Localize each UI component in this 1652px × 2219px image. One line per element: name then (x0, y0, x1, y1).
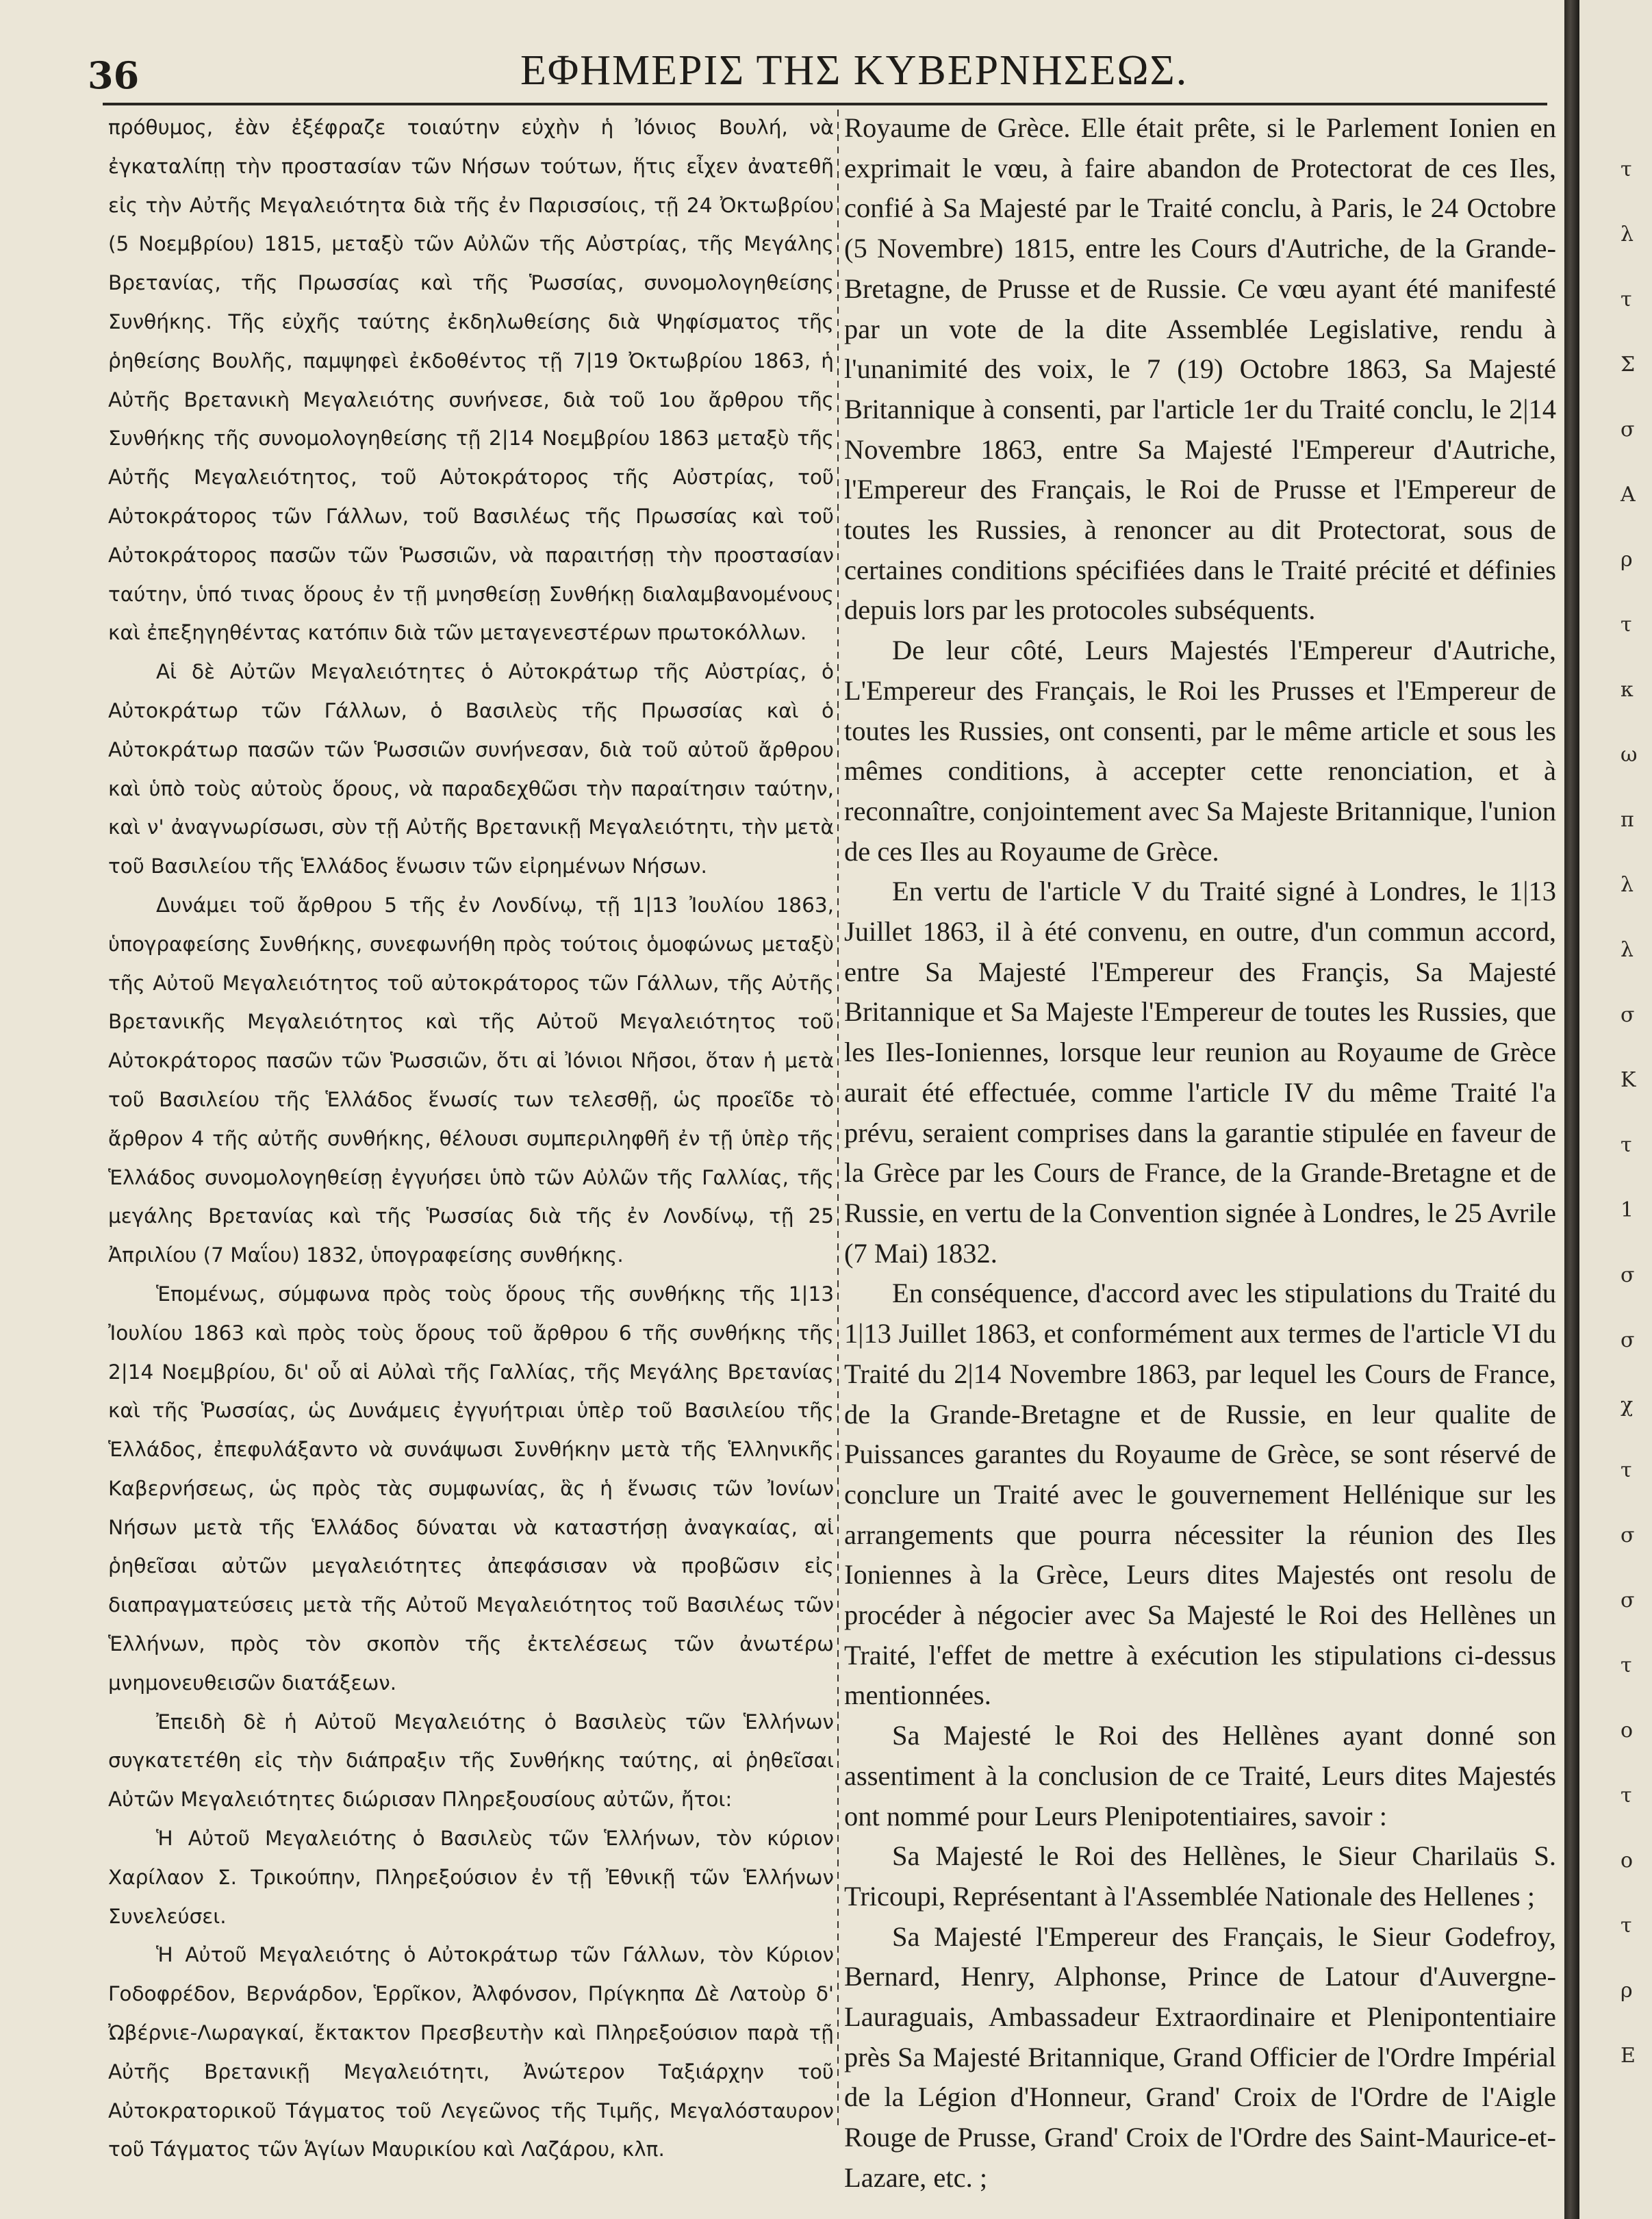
edge-letter: κ (1621, 678, 1634, 702)
french-text-column (844, 108, 1556, 2198)
edge-letter: σ (1621, 418, 1635, 442)
edge-letter: ρ (1621, 548, 1633, 572)
edge-letter: τ (1621, 1458, 1632, 1482)
edge-letter: τ (1621, 1784, 1632, 1808)
edge-letter: σ (1621, 1523, 1635, 1547)
edge-letter: χ (1621, 1393, 1634, 1417)
edge-letter: ο (1621, 1849, 1634, 1873)
edge-letter: σ (1621, 1588, 1635, 1612)
french-paragraph: En conséquence, d'accord avec les stipulations du Traité du 1|13 Juillet 1863, et conformément aux termes de l'article VI du Traité du 2|14 Novembre 1863, par lequel les Cours de France, de la Grande-Bretagne et de Russie, en leur qualite de Puissances garantes du Royaume de Grèce, se sont réservé de conclure un Traité avec le gouvernement Hellénique sur les arrangements que pourra nécessiter la réunion des Iles Ioniennes à la Grèce, Leurs dites Majestés ont resolu de procéder à négocier avec Sa Majesté le Roi des Hellènes un Traité, l'effet de mettre à exécution les stipulations ci-dessus mentionnées. (844, 1278, 1556, 1711)
french-paragraph: Sa Majesté l'Empereur des Français, le Sieur Godefroy, Bernard, Henry, Alphonse, Prince de Latour d'Auvergne-Lauraguais, Ambassadeur Extraordinaire et Plenipontentiaire près Sa Majesté Britannique, Grand Officier de l'Ordre Impérial de la Légion d'Honneur, Grand' Croix de l'Ordre de l'Aigle Rouge de Prusse, Grand' Croix de l'Ordre des Saint-Maurice-et-Lazare, etc. ; (844, 1920, 1556, 2193)
edge-letter: τ (1621, 1133, 1632, 1157)
page-title: ΕΦΗΜΕΡΙΣ ΤΗΣ ΚΥΒΕΡΝΗΣΕΩΣ. (520, 47, 1189, 94)
edge-letter: 1 (1621, 1198, 1634, 1222)
edge-letter: τ (1621, 1914, 1632, 1938)
greek-paragraph: Αἱ δὲ Αὐτῶν Μεγαλειότητες ὁ Αὐτοκράτωρ τῆς Αὐστρίας, ὁ Αὐτοκράτωρ τῶν Γάλλων, ὁ Βασιλεὺς τῆς Πρωσσίας καὶ ὁ Αὐτοκράτωρ πασῶν τῶν Ῥωσσιῶν συνήνεσαν, διὰ τοῦ αὐτοῦ ἄρθρου καὶ ὑπὸ τοὺς αὐτοὺς ὅρους, νὰ παραδεχθῶσι τὴν παραίτησιν ταύτην, καὶ ν' ἀναγνωρίσωσι, σὺν τῇ Αὐτῆς Βρετανικῇ Μεγαλειότητι, τὴν μετὰ τοῦ Βασιλείου τῆς Ἑλλάδος ἕνωσιν τῶν εἰρημένων Νήσων. (108, 660, 834, 878)
greek-paragraph: πρόθυμος, ἐὰν ἐξέφραζε τοιαύτην εὐχὴν ἡ Ἰόνιος Βουλή, νὰ ἐγκαταλίπῃ τὴν προστασίαν τῶν Νήσων τούτων, ἥτις εἶχεν ἀνατεθῆ εἰς τὴν Αὐτῆς Μεγαλειότητα διὰ τῆς ἐν Παρισσίοις, τῇ 24 Ὀκτωβρίου (5 Νοεμβρίου) 1815, μεταξὺ τῶν Αὐλῶν τῆς Αὐστρίας, τῆς Μεγάλης Βρετανίας, τῆς Πρωσσίας καὶ τῆς Ῥωσσίας, συνομολογηθείσης Συνθήκης. Τῆς εὐχῆς ταύτης ἐκδηλωθείσης διὰ Ψηφίσματος τῆς ῥηθείσης Βουλῆς, παμψηφεὶ ἐκδοθέντος τῇ 7|19 Ὀκτωβρίου 1863, ἡ Αὐτῆς Βρετανικὴ Μεγαλειότης συνήνεσε, διὰ τοῦ 1ου ἄρθρου τῆς Συνθήκης τῆς συνομολογηθείσης τῇ 2|14 Νοεμβρίου 1863 μεταξὺ τῆς Αὐτῆς Μεγαλειότητος, τοῦ Αὐτοκράτορος τῆς Αὐστρίας, τοῦ Αὐτοκράτορος τῶν Γάλλων, τοῦ Βασιλέως τῆς Πρωσσίας καὶ τοῦ Αὐτοκράτορος πασῶν τῶν Ῥωσσιῶν, νὰ παραιτήσῃ τὴν προστασίαν ταύτην, ὑπό τινας ὅρους ἐν τῇ μνησθείσῃ Συνθήκῃ διαλαμβανομένους καὶ ἐπεξηγηθέντας κατόπιν διὰ τῶν μεταγενεστέρων πρωτοκόλλων. (108, 116, 834, 645)
edge-letter: λ (1621, 223, 1634, 246)
greek-paragraph: Ἡ Αὐτοῦ Μεγαλειότης ὁ Αὐτοκράτωρ τῶν Γάλλων, τὸν Κύριον Γοδοφρέδον, Βερνάρδον, Ἑρρῖκον, Ἀλφόνσον, Πρίγκηπα Δὲ Λατοὺρ δ' Ὠβέρνιε-Λωραγκαί, ἔκτακτον Πρεσβευτὴν καὶ Πληρεξούσιον παρὰ τῇ Αὐτῆς Βρετανικῇ Μεγαλειότητι, Ἀνώτερον Ταξιάρχην τοῦ Αὐτοκρατορικοῦ Τάγματος τοῦ Λεγεῶνος τῆς Τιμῆς, Μεγαλόσταυρον τοῦ Τάγματος τῶν Ἁγίων Μαυρικίου καὶ Λαζάρου, κλπ. (108, 1943, 834, 2161)
header-rule (103, 103, 1547, 105)
french-paragraph: De leur côté, Leurs Majestés l'Empereur d'Autriche, L'Empereur des Français, le Roi les Prusses et l'Empereur de toutes les Russies, ont consenti, par le même article et sous les mêmes conditions, à accepter cette renonciation, et à reconnaître, conjointement avec Sa Majeste Britannique, l'union de ces Iles au Royaume de Grèce. (844, 635, 1556, 867)
greek-paragraph: Ἐπειδὴ δὲ ἡ Αὐτοῦ Μεγαλειότης ὁ Βασιλεὺς τῶν Ἑλλήνων συγκατετέθη εἰς τὴν διάπραξιν τῆς Συνθήκης ταύτης, αἱ ῥηθεῖσαι Αὐτῶν Μεγαλειότητες διώρισαν Πληρεξουσίους αὐτῶν, ἤτοι: (108, 1710, 834, 1812)
edge-letter: τ (1621, 157, 1632, 181)
edge-letter: λ (1621, 873, 1634, 897)
greek-paragraph: Ἡ Αὐτοῦ Μεγαλειότης ὁ Βασιλεὺς τῶν Ἑλλήνων, τὸν κύριον Χαρίλαον Σ. Τρικούπην, Πληρεξούσιον ἐν τῇ Ἐθνικῇ τῶν Ἑλλήνων Συνελεύσει. (108, 1827, 834, 1928)
greek-text-column (108, 108, 834, 2169)
edge-letter: Σ (1621, 353, 1636, 377)
french-paragraph: Sa Majesté le Roi des Hellènes ayant donné son assentiment à la conclusion de ce Traité, Leurs dites Majestés ont nommé pour Leurs Plenipotentiaires, savoir : (844, 1720, 1556, 1831)
edge-letter: λ (1621, 938, 1634, 962)
edge-letter: σ (1621, 1263, 1635, 1287)
edge-letter: ω (1621, 743, 1638, 767)
edge-letter: τ (1621, 613, 1632, 637)
book-spine-shadow (1564, 0, 1579, 2219)
adjacent-page-edge (1579, 0, 1652, 2219)
french-paragraph: Sa Majesté le Roi des Hellènes, le Sieur Charilaüs S. Tricoupi, Représentant à l'Assemblée Nationale des Hellenes ; (844, 1840, 1556, 1912)
page-number: 36 (88, 53, 140, 97)
edge-letter: τ (1621, 1653, 1632, 1677)
greek-paragraph: Ἑπομένως, σύμφωνα πρὸς τοὺς ὅρους τῆς συνθήκης τῆς 1|13 Ἰουλίου 1863 καὶ πρὸς τοὺς ὅρους τοῦ ἄρθρου 6 τῆς συνθήκης τῆς 2|14 Νοεμβρίου, δι' οὗ αἱ Αὐλαὶ τῆς Γαλλίας, τῆς Μεγάλης Βρετανίας καὶ τῆς Ῥωσσίας, ὡς Δυνάμεις ἐγγυήτριαι ὑπὲρ τοῦ Βασιλείου τῆς Ἑλλάδος, ἐπεφυλάξαντο νὰ συνάψωσι Συνθήκην μετὰ τῆς Ἑλληνικῆς Καβερνήσεως, ὡς πρὸς τὰς συμφωνίας, ἃς ἡ ἕνωσις τῶν Ἰονίων Νήσων μετὰ τῆς Ἑλλάδος δύναται νὰ καταστήσῃ ἀναγκαίας, αἱ ῥηθεῖσαι αὐτῶν μεγαλειότητες ἀπεφάσισαν νὰ προβῶσιν εἰς διαπραγματεύσεις μετὰ τῆς Αὐτοῦ Μεγαλειότητος τοῦ Βασιλέως τῶν Ἑλλήνων, πρὸς τὸν σκοπὸν τῆς ἐκτελέσεως τῶν ἀνωτέρω μνημονευθεισῶν διατάξεων. (108, 1282, 834, 1695)
edge-letter: Ε (1621, 2044, 1636, 2068)
greek-paragraph: Δυνάμει τοῦ ἄρθρου 5 τῆς ἐν Λονδίνῳ, τῇ 1|13 Ἰουλίου 1863, ὑπογραφείσης Συνθήκης, συνεφωνήθη πρὸς τούτοις ὁμοφώνως μεταξὺ τῆς Αὐτοῦ Μεγαλειότητος τοῦ αὐτοκράτορος τῶν Γάλλων, τῆς Αὐτῆς Βρετανικῆς Μεγαλειότητος καὶ τῆς Αὐτοῦ Μεγαλειότητος τοῦ Αὐτοκράτορος πασῶν τῶν Ῥωσσιῶν, ὅτι αἱ Ἰόνιοι Νῆσοι, ὅταν ἡ μετὰ τοῦ Βασιλείου τῆς Ἑλλάδος ἕνωσίς των τελεσθῇ, ὡς προεῖδε τὸ ἄρθρον 4 τῆς αὐτῆς συνθήκης, θέλουσι συμπεριληφθῆ ἐν τῇ ὑπὲρ τῆς Ἑλλάδος συνομολογηθείσῃ ἐγγυήσει ὑπὸ τῶν Αὐλῶν τῆς Γαλλίας, τῆς μεγάλης Βρετανίας καὶ τῆς Ῥωσσίας διὰ τῆς ἐν Λονδίνῳ, τῇ 25 Ἀπριλίου (7 Μαΐου) 1832, ὑπογραφείσης συνθήκης. (108, 893, 834, 1267)
french-paragraph: Royaume de Grèce. Elle était prête, si le Parlement Ionien en exprimait le vœu, à faire abandon de Protectorat de ces Iles, confié à Sa Majesté par le Traité conclu, à Paris, le 24 Octobre (5 Novembre) 1815, entre les Cours d'Autriche, de la Grande-Bretagne, de Prusse et de Russie. Ce vœu ayant été manifesté par un vote de la dite Assemblée Legislative, rendu à l'unanimité des voix, le 7 (19) Octobre 1863, Sa Majesté Britannique à consenti, par l'article 1er du Traité conclu, le 2|14 Novembre 1863, entre Sa Majesté l'Empereur d'Autriche, l'Empereur des Français, le Roi de Prusse et l'Empereur de toutes les Russies, à renoncer au dit Protectorat, sous de certaines conditions spécifiées dans le Traité précité et définies depuis lors par les protocoles subséquents. (844, 112, 1556, 626)
edge-letter: σ (1621, 1003, 1635, 1027)
edge-letter: σ (1621, 1328, 1635, 1352)
edge-letter: ρ (1621, 1979, 1633, 2003)
edge-letter: τ (1621, 288, 1632, 312)
column-divider (837, 110, 839, 2129)
french-paragraph: En vertu de l'article V du Traité signé à Londres, le 1|13 Juillet 1863, il à été convenu, en outre, d'un commun accord, entre Sa Majesté l'Empereur des Françis, Sa Majesté Britannique et Sa Majeste l'Empereur de toutes les Russies, que les Iles-Ioniennes, lorsque leur reunion au Royaume de Grèce aurait été effectuée, comme l'article IV du même Traité l'a prévu, seraient comprises dans la garantie stipulée en faveur de la Grèce par les Cours de France, de la Grande-Bretagne et de Russie, en vertu de la Convention signée à Londres, le 25 Avrile (7 Mai) 1832. (844, 876, 1556, 1269)
edge-letter: Α (1621, 483, 1636, 507)
edge-letter: Κ (1621, 1068, 1636, 1092)
edge-letter: π (1621, 808, 1634, 832)
edge-letter: ο (1621, 1719, 1634, 1742)
